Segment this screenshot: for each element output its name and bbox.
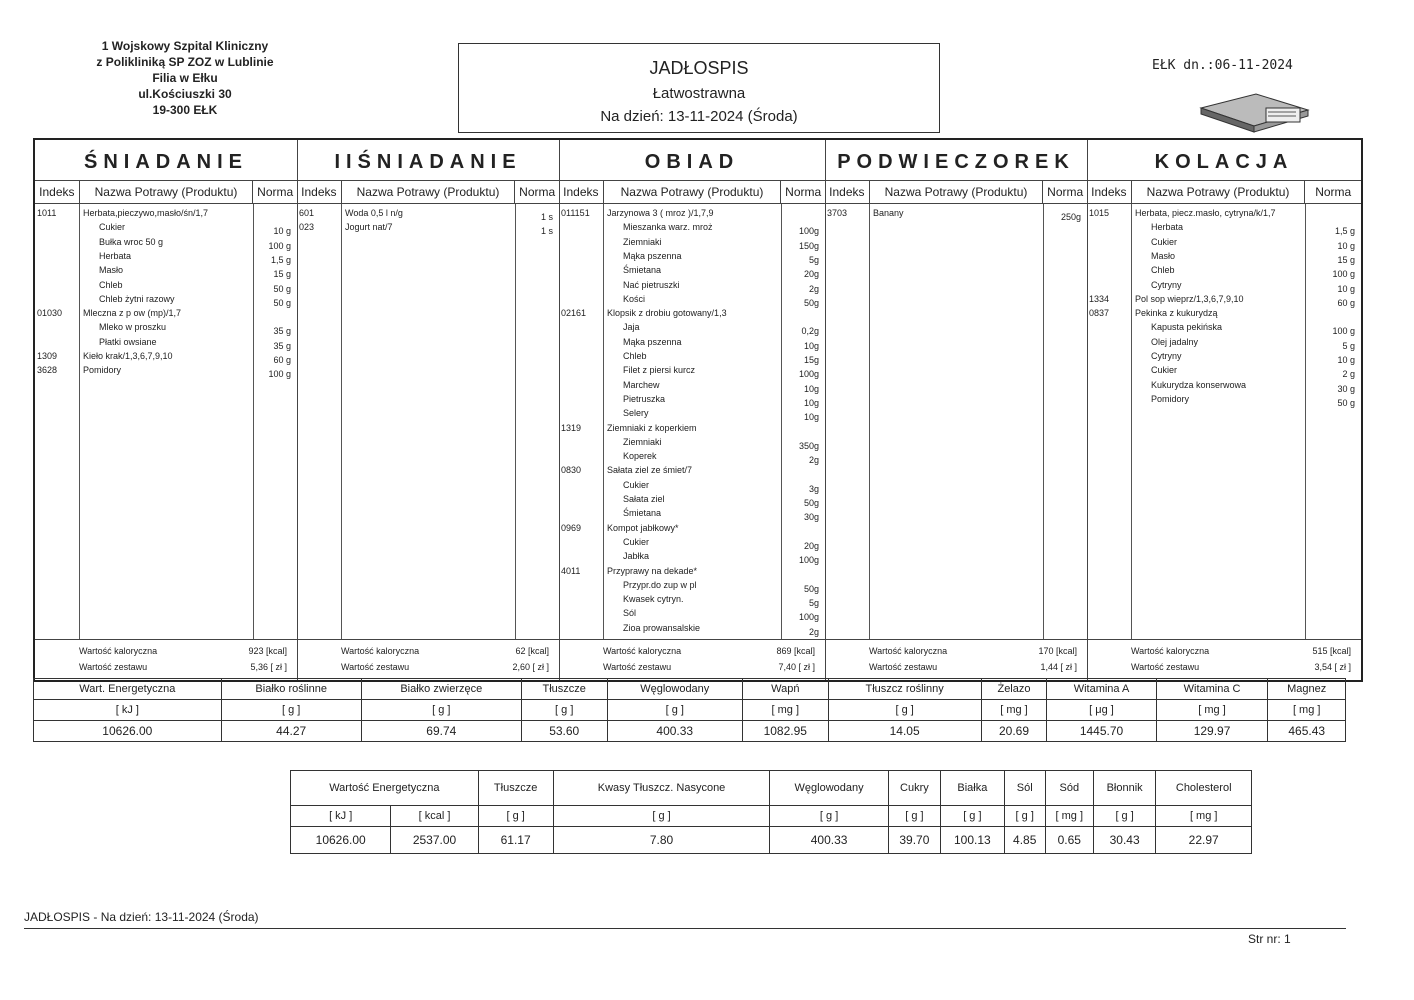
ingredient-name: Sałata ziel bbox=[623, 494, 665, 504]
item-norm: 1 s bbox=[540, 212, 553, 222]
ingredient-name: Śmietana bbox=[623, 508, 662, 519]
dish-name: Ziemniaki z koperkiem bbox=[607, 422, 697, 433]
column-header-row bbox=[825, 181, 1087, 204]
item-index: 1309 bbox=[37, 351, 58, 361]
column-divider bbox=[341, 204, 342, 640]
ingredient-name: Selery bbox=[623, 408, 649, 419]
nutrient-value: 1082.95 bbox=[742, 721, 828, 742]
column-header-row bbox=[35, 181, 297, 204]
item-norm: 20g bbox=[803, 540, 819, 551]
item-index: 1334 bbox=[1089, 293, 1110, 304]
kcal-label: Wartość kaloryczna bbox=[79, 646, 158, 656]
cost-label: Wartość zestawu bbox=[79, 662, 148, 672]
ingredient-name: Zioa prowansalskie bbox=[623, 622, 701, 633]
cost-label: Wartość zestawu bbox=[869, 662, 938, 672]
item-norm: 50g bbox=[803, 583, 819, 594]
hospital-line: z Polikliniką SP ZOZ w Lublinie bbox=[96, 55, 274, 69]
ingredient-name: Chleb bbox=[1151, 265, 1175, 276]
ingredient-name: Kapusta pekińska bbox=[1151, 322, 1223, 333]
nutrient-value: 22.97 bbox=[1156, 827, 1252, 854]
item-norm: 35 g bbox=[273, 326, 291, 337]
cost-value: 3,54 [ zł ] bbox=[1314, 662, 1351, 672]
header-norm: Norma bbox=[257, 185, 294, 199]
nutrient-header: Białko zwierzęce bbox=[361, 679, 521, 700]
item-norm: 1,5 g bbox=[270, 254, 291, 265]
meal-items bbox=[825, 204, 1087, 640]
ingredient-name: Marchew bbox=[623, 379, 660, 390]
item-norm: 2g bbox=[808, 626, 819, 637]
dish-name: Kieło krak/1,3,6,7,9,10 bbox=[83, 351, 173, 361]
meal-column bbox=[559, 140, 826, 680]
ingredient-name: Kości bbox=[623, 293, 646, 304]
dish-name: Mleczna z p ow (mp)/1,7 bbox=[83, 308, 182, 319]
nutrient-header: Błonnik bbox=[1093, 771, 1156, 806]
meal-items bbox=[35, 204, 297, 640]
nutrient-unit: [ mg ] bbox=[981, 700, 1047, 721]
nutrient-value: 69.74 bbox=[361, 721, 521, 742]
ingredient-name: Masło bbox=[1151, 250, 1176, 261]
item-index: 601 bbox=[299, 208, 315, 218]
ingredient-name: Pomidory bbox=[1151, 393, 1190, 404]
dish-name: Kompot jabłkowy* bbox=[607, 522, 679, 533]
issue-date: EŁK dn.:06-11-2024 bbox=[1152, 58, 1293, 73]
cost-value: 5,36 [ zł ] bbox=[250, 662, 287, 672]
column-divider bbox=[869, 204, 870, 640]
item-norm: 5 g bbox=[1342, 340, 1355, 351]
nutrition-table-1 bbox=[33, 678, 1346, 742]
item-norm: 2g bbox=[808, 283, 819, 294]
footer-divider bbox=[24, 928, 1346, 929]
ingredient-name: Chleb bbox=[99, 279, 123, 290]
diet-name: Łatwostrawna bbox=[652, 85, 746, 102]
column-divider bbox=[1043, 204, 1044, 640]
nutrient-unit: [ mg ] bbox=[1268, 700, 1346, 721]
ingredient-name: Mleko w proszku bbox=[99, 322, 167, 333]
meal-summary bbox=[35, 639, 297, 680]
header-index: Indeks bbox=[559, 181, 604, 203]
kcal-value: 923 [kcal] bbox=[248, 646, 287, 656]
kcal-label: Wartość kaloryczna bbox=[869, 646, 948, 656]
item-norm: 50 g bbox=[273, 297, 291, 308]
ingredient-name: Jabłka bbox=[623, 551, 650, 562]
nutrient-header: Żelazo bbox=[981, 679, 1047, 700]
item-norm: 20g bbox=[803, 269, 819, 280]
ingredient-name: Ziemniaki bbox=[623, 436, 662, 447]
item-norm: 50g bbox=[803, 498, 819, 508]
nutrient-header: Wart. Energetyczna bbox=[34, 679, 222, 700]
ingredient-name: Cytryny bbox=[1151, 351, 1182, 361]
column-divider bbox=[1131, 204, 1132, 640]
ingredient-name: Kukurydza konserwowa bbox=[1151, 379, 1247, 390]
menu-grid bbox=[33, 138, 1363, 682]
kcal-value: 869 [kcal] bbox=[776, 646, 815, 656]
item-index: 011151 bbox=[561, 208, 590, 218]
kcal-value: 515 [kcal] bbox=[1312, 646, 1351, 656]
nutrient-header: Białka bbox=[941, 771, 1005, 806]
book-icon bbox=[1196, 86, 1316, 136]
nutrient-value: 1445.70 bbox=[1047, 721, 1156, 742]
item-norm: 35 g bbox=[273, 340, 291, 351]
nutrient-value: 10626.00 bbox=[34, 721, 222, 742]
cost-value: 2,60 [ zł ] bbox=[512, 662, 549, 672]
dish-name: Herbata, piecz.masło, cytryna/k/1,7 bbox=[1135, 208, 1276, 218]
meal-title: KOLACJA bbox=[1087, 140, 1361, 181]
dish-name: Klopsik z drobiu gotowany/1,3 bbox=[607, 308, 727, 319]
item-index: 02161 bbox=[561, 308, 587, 319]
item-norm: 100 g bbox=[1332, 326, 1355, 337]
nutrient-header: Witamina A bbox=[1047, 679, 1156, 700]
meal-column bbox=[825, 140, 1088, 680]
header-norm: Norma bbox=[1047, 185, 1084, 199]
ingredient-name: Cukier bbox=[1151, 236, 1178, 247]
meal-title: IIŚNIADANIE bbox=[297, 140, 559, 181]
item-norm: 100 g bbox=[268, 369, 291, 380]
nutrient-header: Tłuszcze bbox=[478, 771, 553, 806]
hospital-line: ul.Kościuszki 30 bbox=[138, 87, 232, 101]
nutrient-value: 0.65 bbox=[1045, 827, 1093, 854]
nutrient-unit: [ g ] bbox=[1004, 806, 1045, 827]
ingredient-name: Pietruszka bbox=[623, 393, 666, 404]
dish-name: Sałata ziel ze śmiet/7 bbox=[607, 465, 693, 476]
page-title: JADŁOSPIS bbox=[649, 58, 749, 78]
item-norm: 100 g bbox=[1332, 269, 1355, 280]
item-index: 0969 bbox=[561, 522, 582, 533]
item-norm: 100g bbox=[798, 369, 819, 380]
ingredient-name: Herbata bbox=[1151, 222, 1184, 233]
ingredient-name: Jaja bbox=[623, 322, 640, 333]
nutrition-table-2 bbox=[290, 770, 1252, 854]
ingredient-name: Masło bbox=[99, 265, 124, 276]
item-norm: 100 g bbox=[268, 240, 291, 251]
item-norm: 350g bbox=[798, 440, 819, 451]
nutrient-unit: [ mg ] bbox=[1156, 806, 1252, 827]
header-index: Indeks bbox=[35, 181, 80, 203]
item-norm: 10 g bbox=[1337, 355, 1355, 365]
cost-label: Wartość zestawu bbox=[341, 662, 410, 672]
nutrient-unit: [ g ] bbox=[770, 806, 888, 827]
item-norm: 10 g bbox=[273, 226, 291, 237]
nutrient-unit: [ kJ ] bbox=[291, 806, 391, 827]
nutrient-value: 2537.00 bbox=[391, 827, 478, 854]
footer-text: JADŁOSPIS - Na dzień: 13-11-2024 (Środa) bbox=[24, 910, 259, 924]
item-index: 1011 bbox=[37, 208, 57, 218]
dish-name: Przyprawy na dekade* bbox=[607, 565, 698, 576]
nutrient-header: Wapń bbox=[742, 679, 828, 700]
column-divider bbox=[603, 204, 604, 640]
nutrient-unit: [ g ] bbox=[607, 700, 742, 721]
kcal-label: Wartość kaloryczna bbox=[1131, 646, 1210, 656]
item-norm: 100g bbox=[798, 226, 819, 237]
nutrient-unit: [ kcal ] bbox=[391, 806, 478, 827]
item-norm: 15 g bbox=[1337, 254, 1355, 265]
nutrient-header: Tłuszcze bbox=[521, 679, 607, 700]
cost-value: 7,40 [ zł ] bbox=[778, 662, 815, 672]
item-norm: 30g bbox=[803, 512, 819, 523]
nutrient-header: Cholesterol bbox=[1156, 771, 1252, 806]
item-norm: 60 g bbox=[1337, 297, 1355, 308]
nutrient-header: Białko roślinne bbox=[221, 679, 361, 700]
nutrient-unit: [ μg ] bbox=[1047, 700, 1156, 721]
header-index: Indeks bbox=[1087, 181, 1132, 203]
item-index: 0837 bbox=[1089, 308, 1110, 319]
item-norm: 1,5 g bbox=[1334, 226, 1355, 237]
nutrient-header: Witamina C bbox=[1156, 679, 1268, 700]
item-norm: 10g bbox=[803, 412, 819, 423]
nutrient-value: 20.69 bbox=[981, 721, 1047, 742]
nutrient-value: 53.60 bbox=[521, 721, 607, 742]
ingredient-name: Mąka pszenna bbox=[623, 336, 682, 347]
item-norm: 2 g bbox=[1342, 369, 1355, 380]
ingredient-name: Przypr.do zup w pl bbox=[623, 579, 697, 590]
header-name: Nazwa Potrawy (Produktu) bbox=[80, 181, 254, 203]
nutrient-header: Cukry bbox=[888, 771, 940, 806]
nutrient-header: Tłuszcz roślinny bbox=[828, 679, 981, 700]
header-norm: Norma bbox=[1315, 185, 1352, 199]
kcal-value: 170 [kcal] bbox=[1038, 646, 1077, 656]
item-index: 1319 bbox=[561, 422, 582, 433]
item-index: 1015 bbox=[1089, 208, 1110, 218]
ingredient-name: Cukier bbox=[623, 536, 650, 547]
nutrient-value: 100.13 bbox=[941, 827, 1005, 854]
header-norm: Norma bbox=[519, 185, 556, 199]
nutrient-header: Węglowodany bbox=[607, 679, 742, 700]
ingredient-name: Mąka pszenna bbox=[623, 250, 682, 261]
nutrient-unit: [ g ] bbox=[553, 806, 770, 827]
item-norm: 60 g bbox=[273, 355, 291, 365]
nutrient-value: 61.17 bbox=[478, 827, 553, 854]
nutrient-value: 39.70 bbox=[888, 827, 940, 854]
item-norm: 5g bbox=[808, 598, 819, 609]
nutrient-value: 10626.00 bbox=[291, 827, 391, 854]
item-norm: 250g bbox=[1060, 212, 1081, 222]
ingredient-name: Cukier bbox=[623, 479, 650, 490]
nutrient-unit: [ mg ] bbox=[742, 700, 828, 721]
item-index: 0830 bbox=[561, 465, 582, 476]
meal-title: PODWIECZOREK bbox=[825, 140, 1087, 181]
nutrient-value: 4.85 bbox=[1004, 827, 1045, 854]
hospital-address bbox=[60, 38, 310, 118]
dish-name: Pol sop wieprz/1,3,6,7,9,10 bbox=[1135, 293, 1244, 304]
hospital-line: 1 Wojskowy Szpital Kliniczny bbox=[101, 39, 269, 53]
nutrient-unit: [ g ] bbox=[1093, 806, 1156, 827]
item-index: 3703 bbox=[827, 208, 848, 218]
item-norm: 50 g bbox=[1337, 397, 1355, 408]
column-divider bbox=[79, 204, 80, 640]
kcal-label: Wartość kaloryczna bbox=[603, 646, 682, 656]
cost-value: 1,44 [ zł ] bbox=[1040, 662, 1077, 672]
nutrient-unit: [ g ] bbox=[828, 700, 981, 721]
kcal-value: 62 [kcal] bbox=[515, 646, 549, 656]
hospital-line: Filia w Ełku bbox=[152, 71, 218, 85]
nutrient-value: 400.33 bbox=[607, 721, 742, 742]
meal-items bbox=[559, 204, 825, 640]
item-norm: 10g bbox=[803, 340, 819, 351]
hospital-line: 19-300 EŁK bbox=[152, 103, 218, 117]
header-index: Indeks bbox=[297, 181, 342, 203]
item-norm: 10 g bbox=[1337, 240, 1355, 251]
column-divider bbox=[515, 204, 516, 640]
ingredient-name: Bułka wroc 50 g bbox=[99, 236, 164, 247]
item-index: 01030 bbox=[37, 308, 63, 319]
ingredient-name: Chleb bbox=[623, 351, 647, 361]
nutrient-unit: [ g ] bbox=[941, 806, 1005, 827]
item-index: 023 bbox=[299, 222, 315, 233]
header-name: Nazwa Potrawy (Produktu) bbox=[870, 181, 1044, 203]
nutrient-header: Sól bbox=[1004, 771, 1045, 806]
item-index: 3628 bbox=[37, 365, 58, 376]
nutrient-value: 400.33 bbox=[770, 827, 888, 854]
item-norm: 10g bbox=[803, 397, 819, 408]
header-name: Nazwa Potrawy (Produktu) bbox=[604, 181, 782, 203]
ingredient-name: Chleb żytni razowy bbox=[99, 293, 175, 304]
header-norm: Norma bbox=[785, 185, 822, 199]
meal-summary bbox=[559, 639, 825, 680]
dish-name: Jogurt nat/7 bbox=[345, 222, 393, 233]
ingredient-name: Koperek bbox=[623, 451, 657, 462]
ingredient-name: Sól bbox=[623, 608, 637, 619]
meal-summary bbox=[825, 639, 1087, 680]
meal-title: OBIAD bbox=[559, 140, 825, 181]
item-norm: 3g bbox=[808, 483, 819, 494]
cost-label: Wartość zestawu bbox=[1131, 662, 1200, 672]
nutrient-value: 465.43 bbox=[1268, 721, 1346, 742]
item-norm: 0,2g bbox=[801, 326, 819, 337]
nutrient-value: 30.43 bbox=[1093, 827, 1156, 854]
ingredient-name: Płatki owsiane bbox=[99, 336, 157, 347]
meal-summary bbox=[297, 639, 559, 680]
page-number: Str nr: 1 bbox=[1248, 932, 1291, 946]
ingredient-name: Ziemniaki bbox=[623, 236, 662, 247]
column-header-row bbox=[559, 181, 825, 204]
meal-items bbox=[297, 204, 559, 640]
header-name: Nazwa Potrawy (Produktu) bbox=[342, 181, 516, 203]
dish-name: Jarzynowa 3 ( mroz )/1,7,9 bbox=[607, 208, 714, 218]
ingredient-name: Mieszanka warz. mroż bbox=[623, 222, 713, 233]
item-norm: 50g bbox=[803, 297, 819, 308]
nutrient-unit: [ g ] bbox=[361, 700, 521, 721]
ingredient-name: Cukier bbox=[99, 222, 126, 233]
nutrient-value: 129.97 bbox=[1156, 721, 1268, 742]
ingredient-name: Śmietana bbox=[623, 265, 662, 276]
item-norm: 150g bbox=[798, 240, 819, 251]
nutrient-value: 14.05 bbox=[828, 721, 981, 742]
meal-column bbox=[297, 140, 560, 680]
column-header-row bbox=[297, 181, 559, 204]
nutrient-unit: [ g ] bbox=[888, 806, 940, 827]
meal-items bbox=[1087, 204, 1361, 640]
nutrient-unit: [ kJ ] bbox=[34, 700, 222, 721]
item-norm: 100g bbox=[798, 612, 819, 623]
item-norm: 2g bbox=[808, 455, 819, 466]
meal-title: ŚNIADANIE bbox=[35, 140, 297, 181]
meal-column bbox=[35, 140, 298, 680]
nutrient-header: Kwasy Tłuszcz. Nasycone bbox=[553, 771, 770, 806]
nutrient-header: Sód bbox=[1045, 771, 1093, 806]
dish-name: Woda 0,5 l n/g bbox=[345, 208, 403, 218]
ingredient-name: Olej jadalny bbox=[1151, 336, 1199, 347]
dish-name: Pekinka z kukurydzą bbox=[1135, 308, 1218, 319]
nutrient-unit: [ g ] bbox=[521, 700, 607, 721]
item-norm: 15g bbox=[803, 355, 819, 365]
item-norm: 100g bbox=[798, 555, 819, 566]
item-norm: 10g bbox=[803, 383, 819, 394]
ingredient-name: Herbata bbox=[99, 250, 132, 261]
column-header-row bbox=[1087, 181, 1361, 204]
nutrient-value: 7.80 bbox=[553, 827, 770, 854]
meal-summary bbox=[1087, 639, 1361, 680]
kcal-label: Wartość kaloryczna bbox=[341, 646, 420, 656]
title-box bbox=[458, 43, 940, 133]
meal-column bbox=[1087, 140, 1361, 680]
dish-name: Herbata,pieczywo,masło/śn/1,7 bbox=[83, 208, 209, 218]
item-norm: 10 g bbox=[1337, 283, 1355, 294]
item-norm: 1 s bbox=[540, 226, 553, 237]
header-index: Indeks bbox=[825, 181, 870, 203]
nutrient-unit: [ g ] bbox=[478, 806, 553, 827]
nutrient-unit: [ g ] bbox=[221, 700, 361, 721]
ingredient-name: Cytryny bbox=[1151, 279, 1182, 290]
nutrient-header: Węglowodany bbox=[770, 771, 888, 806]
nutrient-unit: [ mg ] bbox=[1045, 806, 1093, 827]
item-index: 4011 bbox=[561, 565, 581, 576]
menu-date: Na dzień: 13-11-2024 (Środa) bbox=[600, 108, 798, 125]
ingredient-name: Kwasek cytryn. bbox=[623, 594, 684, 605]
dish-name: Pomidory bbox=[83, 365, 122, 376]
ingredient-name: Nać pietruszki bbox=[623, 279, 680, 290]
item-norm: 5g bbox=[808, 254, 819, 265]
header-name: Nazwa Potrawy (Produktu) bbox=[1132, 181, 1306, 203]
dish-name: Banany bbox=[873, 208, 904, 218]
item-norm: 30 g bbox=[1337, 383, 1355, 394]
ingredient-name: Cukier bbox=[1151, 365, 1178, 376]
nutrient-header: Magnez bbox=[1268, 679, 1346, 700]
nutrient-unit: [ mg ] bbox=[1156, 700, 1268, 721]
item-norm: 15 g bbox=[273, 269, 291, 280]
ingredient-name: Filet z piersi kurcz bbox=[623, 365, 696, 376]
cost-label: Wartość zestawu bbox=[603, 662, 672, 672]
item-norm: 50 g bbox=[273, 283, 291, 294]
nutrient-header: Wartość Energetyczna bbox=[291, 771, 479, 806]
nutrient-value: 44.27 bbox=[221, 721, 361, 742]
